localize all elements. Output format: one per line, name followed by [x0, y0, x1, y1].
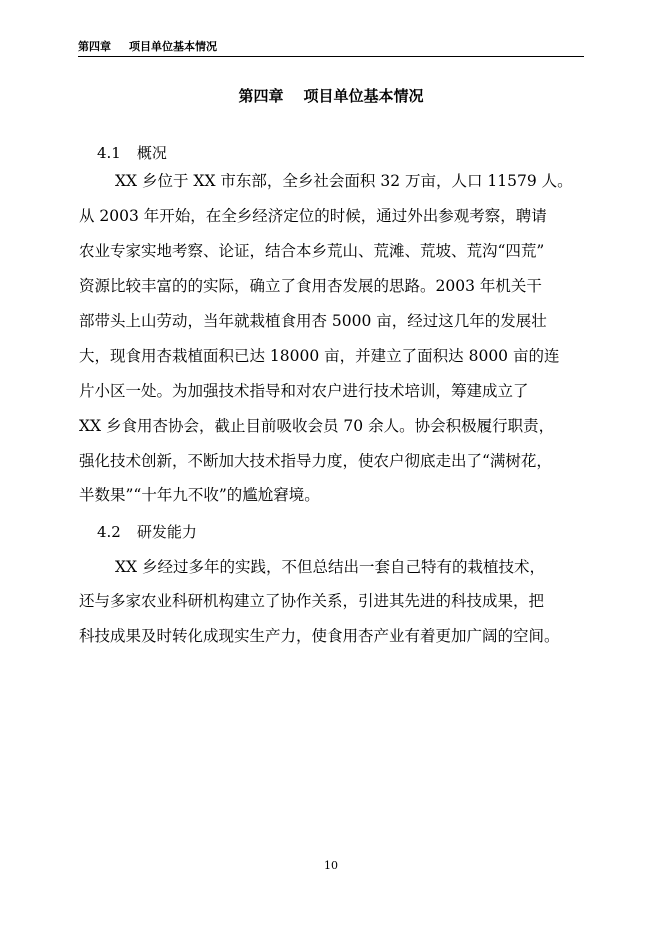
section-title: 概况 — [136, 144, 167, 162]
section-number: 4.2 — [97, 523, 121, 541]
chapter-name: 项目单位基本情况 — [303, 87, 424, 105]
paragraph-line: XX 乡位于 XX 市东部，全乡社会面积 32 万亩，人口 11579 人。 — [115, 172, 573, 190]
section-number: 4.1 — [97, 144, 121, 162]
paragraph-line: 从 2003 年开始，在全乡经济定位的时候，通过外出参观考察，聘请 — [79, 207, 547, 225]
running-header — [78, 40, 584, 57]
paragraph-line: 资源比较丰富的的实际，确立了食用杏发展的思路。2003 年机关干 — [79, 277, 542, 295]
section-heading-4-1 — [97, 143, 167, 163]
paragraph-line: XX 乡经过多年的实践，不但总结出一套自己特有的栽植技术， — [115, 558, 545, 576]
paragraph-line: 科技成果及时转化成现实生产力，使食用杏产业有着更加广阔的空间。 — [79, 627, 560, 645]
paragraph-line: 强化技术创新，不断加大技术指导力度，使农户彻底走出了“满树花， — [79, 452, 552, 470]
chapter-title — [0, 86, 662, 106]
paragraph-line: 大，现食用杏栽植面积已达 18000 亩，并建立了面积达 8000 亩的连 — [79, 347, 560, 365]
chapter-number: 第四章 — [238, 87, 284, 105]
header-chapter: 第四章 — [78, 40, 111, 53]
paragraph-line: 农业专家实地考察、论证，结合本乡荒山、荒滩、荒坡、荒沟“四荒” — [79, 242, 545, 260]
paragraph-line: XX 乡食用杏协会，截止目前吸收会员 70 余人。协会积极履行职责， — [79, 417, 555, 435]
section-title: 研发能力 — [136, 523, 197, 541]
paragraph-line: 半数果”“十年九不收”的尴尬窘境。 — [79, 486, 320, 504]
header-title: 项目单位基本情况 — [129, 40, 217, 53]
page-number: 10 — [324, 859, 338, 872]
paragraph-line: 片小区一处。为加强技术指导和对农户进行技术培训，筹建成立了 — [79, 382, 529, 400]
paragraph-line: 还与多家农业科研机构建立了协作关系，引进其先进的科技成果，把 — [79, 592, 545, 610]
paragraph-line: 部带头上山劳动，当年就栽植食用杏 5000 亩，经过这几年的发展壮 — [79, 312, 547, 330]
section-heading-4-2 — [97, 522, 197, 542]
